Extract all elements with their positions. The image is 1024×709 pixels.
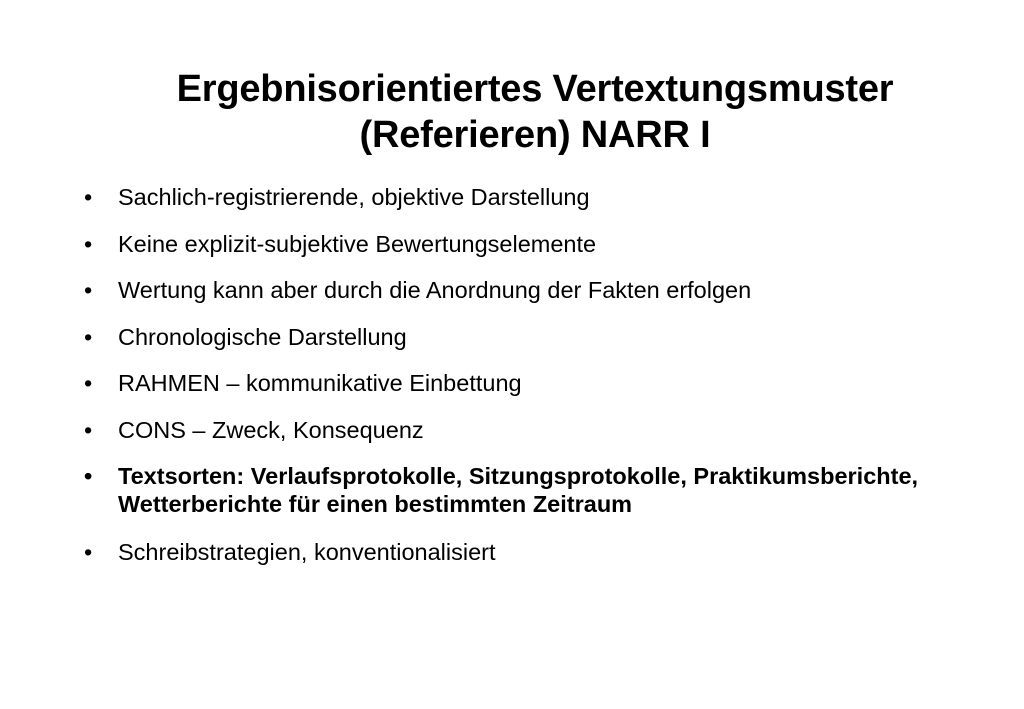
list-item-text: Schreibstrategien, konventionalisiert xyxy=(118,539,496,565)
title-line-2: (Referieren) NARR I xyxy=(359,114,711,156)
bullet-icon: • xyxy=(84,539,93,565)
bullet-icon: • xyxy=(84,230,93,257)
list-item-text: Keine explizit-subjektive Bewertungselemente xyxy=(118,230,597,257)
list-item xyxy=(84,323,944,351)
list-item-text: Chronologische Darstellung xyxy=(118,323,407,350)
list-item-text: Textsorten: Verlaufsprotokolle, Sitzungsprotokolle, Praktikumsberichte, Wetterberichte für einen bestimmten Zeitraum xyxy=(118,463,919,517)
bullet-icon: • xyxy=(84,323,93,350)
list-item xyxy=(84,183,944,211)
bullet-icon: • xyxy=(84,416,93,443)
bullet-icon: • xyxy=(84,463,93,489)
list-item-text: RAHMEN – kommunikative Einbettung xyxy=(118,370,522,396)
page-title xyxy=(90,66,980,158)
list-item xyxy=(84,538,944,566)
bullet-icon: • xyxy=(84,370,93,396)
list-item-text: Wertung kann aber durch die Anordnung der Fakten erfolgen xyxy=(118,277,752,303)
list-item xyxy=(84,369,944,397)
bullet-icon: • xyxy=(84,184,93,210)
list-item xyxy=(84,230,944,258)
list-item-text: Sachlich-registrierende, objektive Darstellung xyxy=(118,184,590,210)
list-item-highlighted xyxy=(84,462,944,518)
bullet-list xyxy=(84,183,944,585)
bullet-icon: • xyxy=(84,277,93,303)
list-item-text: CONS – Zweck, Konsequenz xyxy=(118,416,424,443)
list-item xyxy=(84,276,944,304)
list-item xyxy=(84,416,944,444)
title-line-1: Ergebnisorientiertes Vertextungsmuster xyxy=(176,68,894,110)
